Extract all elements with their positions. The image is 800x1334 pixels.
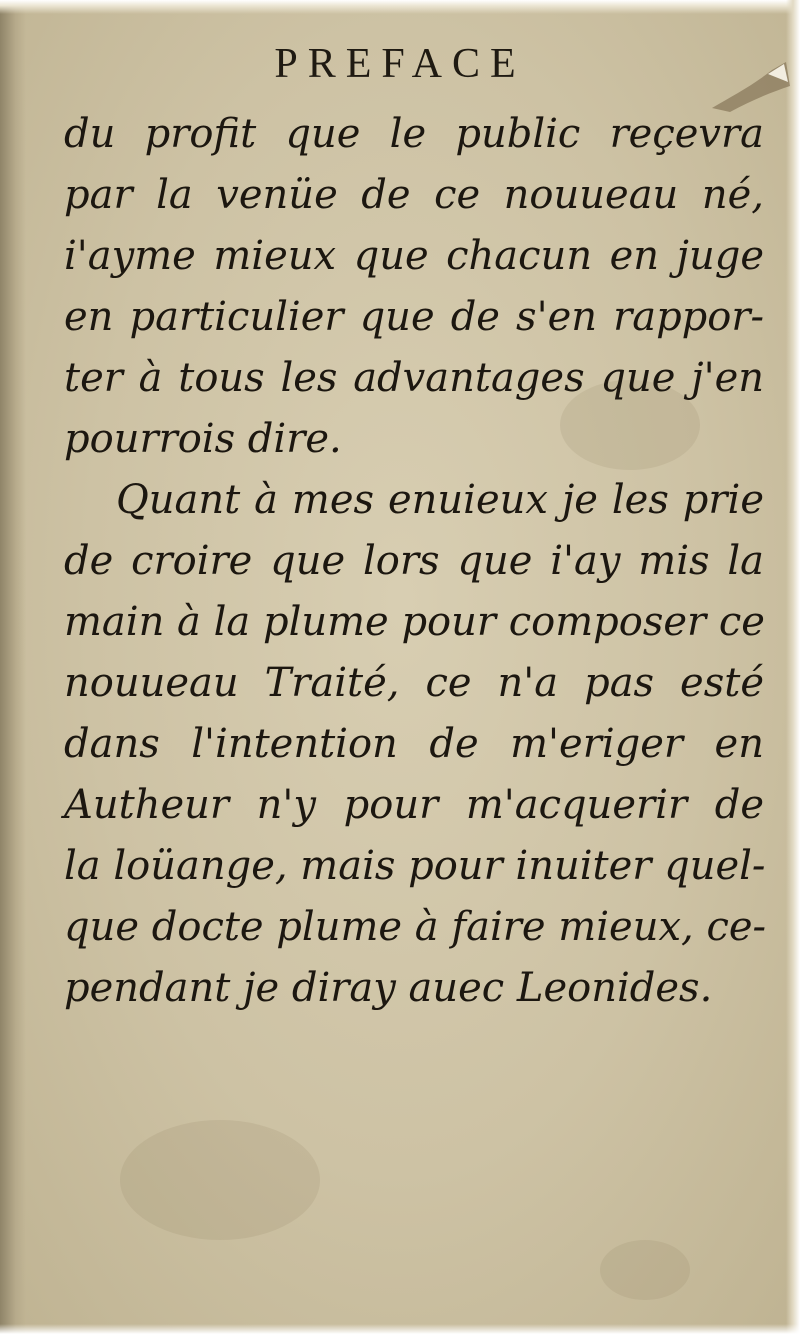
body-text: [64, 104, 767, 1019]
text-line: ter à tous les advantages que j'en: [64, 355, 764, 401]
text-line: en particulier que de s'en rappor-: [64, 294, 764, 340]
page-top-edge: [0, 0, 800, 14]
text-line: Quant à mes enuieux je les prie: [116, 477, 764, 523]
text-line: Autheur n'y pour m'acquerir de: [64, 782, 764, 828]
text-line: i'ayme mieux que chacun en juge: [64, 233, 764, 279]
text-line: nouueau Traité, ce n'a pas esté: [64, 660, 764, 706]
text-line: main à la plume pour composer ce: [64, 599, 765, 645]
text-line: du profit que le public reçevra: [64, 111, 764, 157]
page-right-edge: [786, 0, 800, 1334]
text-line: la loüange, mais pour inuiter quel-: [64, 843, 766, 889]
page-bottom-edge: [0, 1324, 800, 1334]
text-line: pourrois dire.: [64, 416, 342, 462]
text-line: que docte plume à faire mieux, ce-: [64, 904, 767, 950]
text-line: pendant je diray auec Leonides.: [64, 965, 713, 1011]
gutter-shadow: [0, 0, 26, 1334]
text-line: de croire que lors que i'ay mis la: [64, 538, 764, 584]
paper-stain: [120, 1120, 320, 1240]
paper-stain: [600, 1240, 690, 1300]
text-line: dans l'intention de m'eriger en: [64, 721, 764, 767]
running-head: PREFACE: [274, 41, 526, 87]
text-line: par la venüe de ce nouueau né,: [64, 172, 764, 218]
